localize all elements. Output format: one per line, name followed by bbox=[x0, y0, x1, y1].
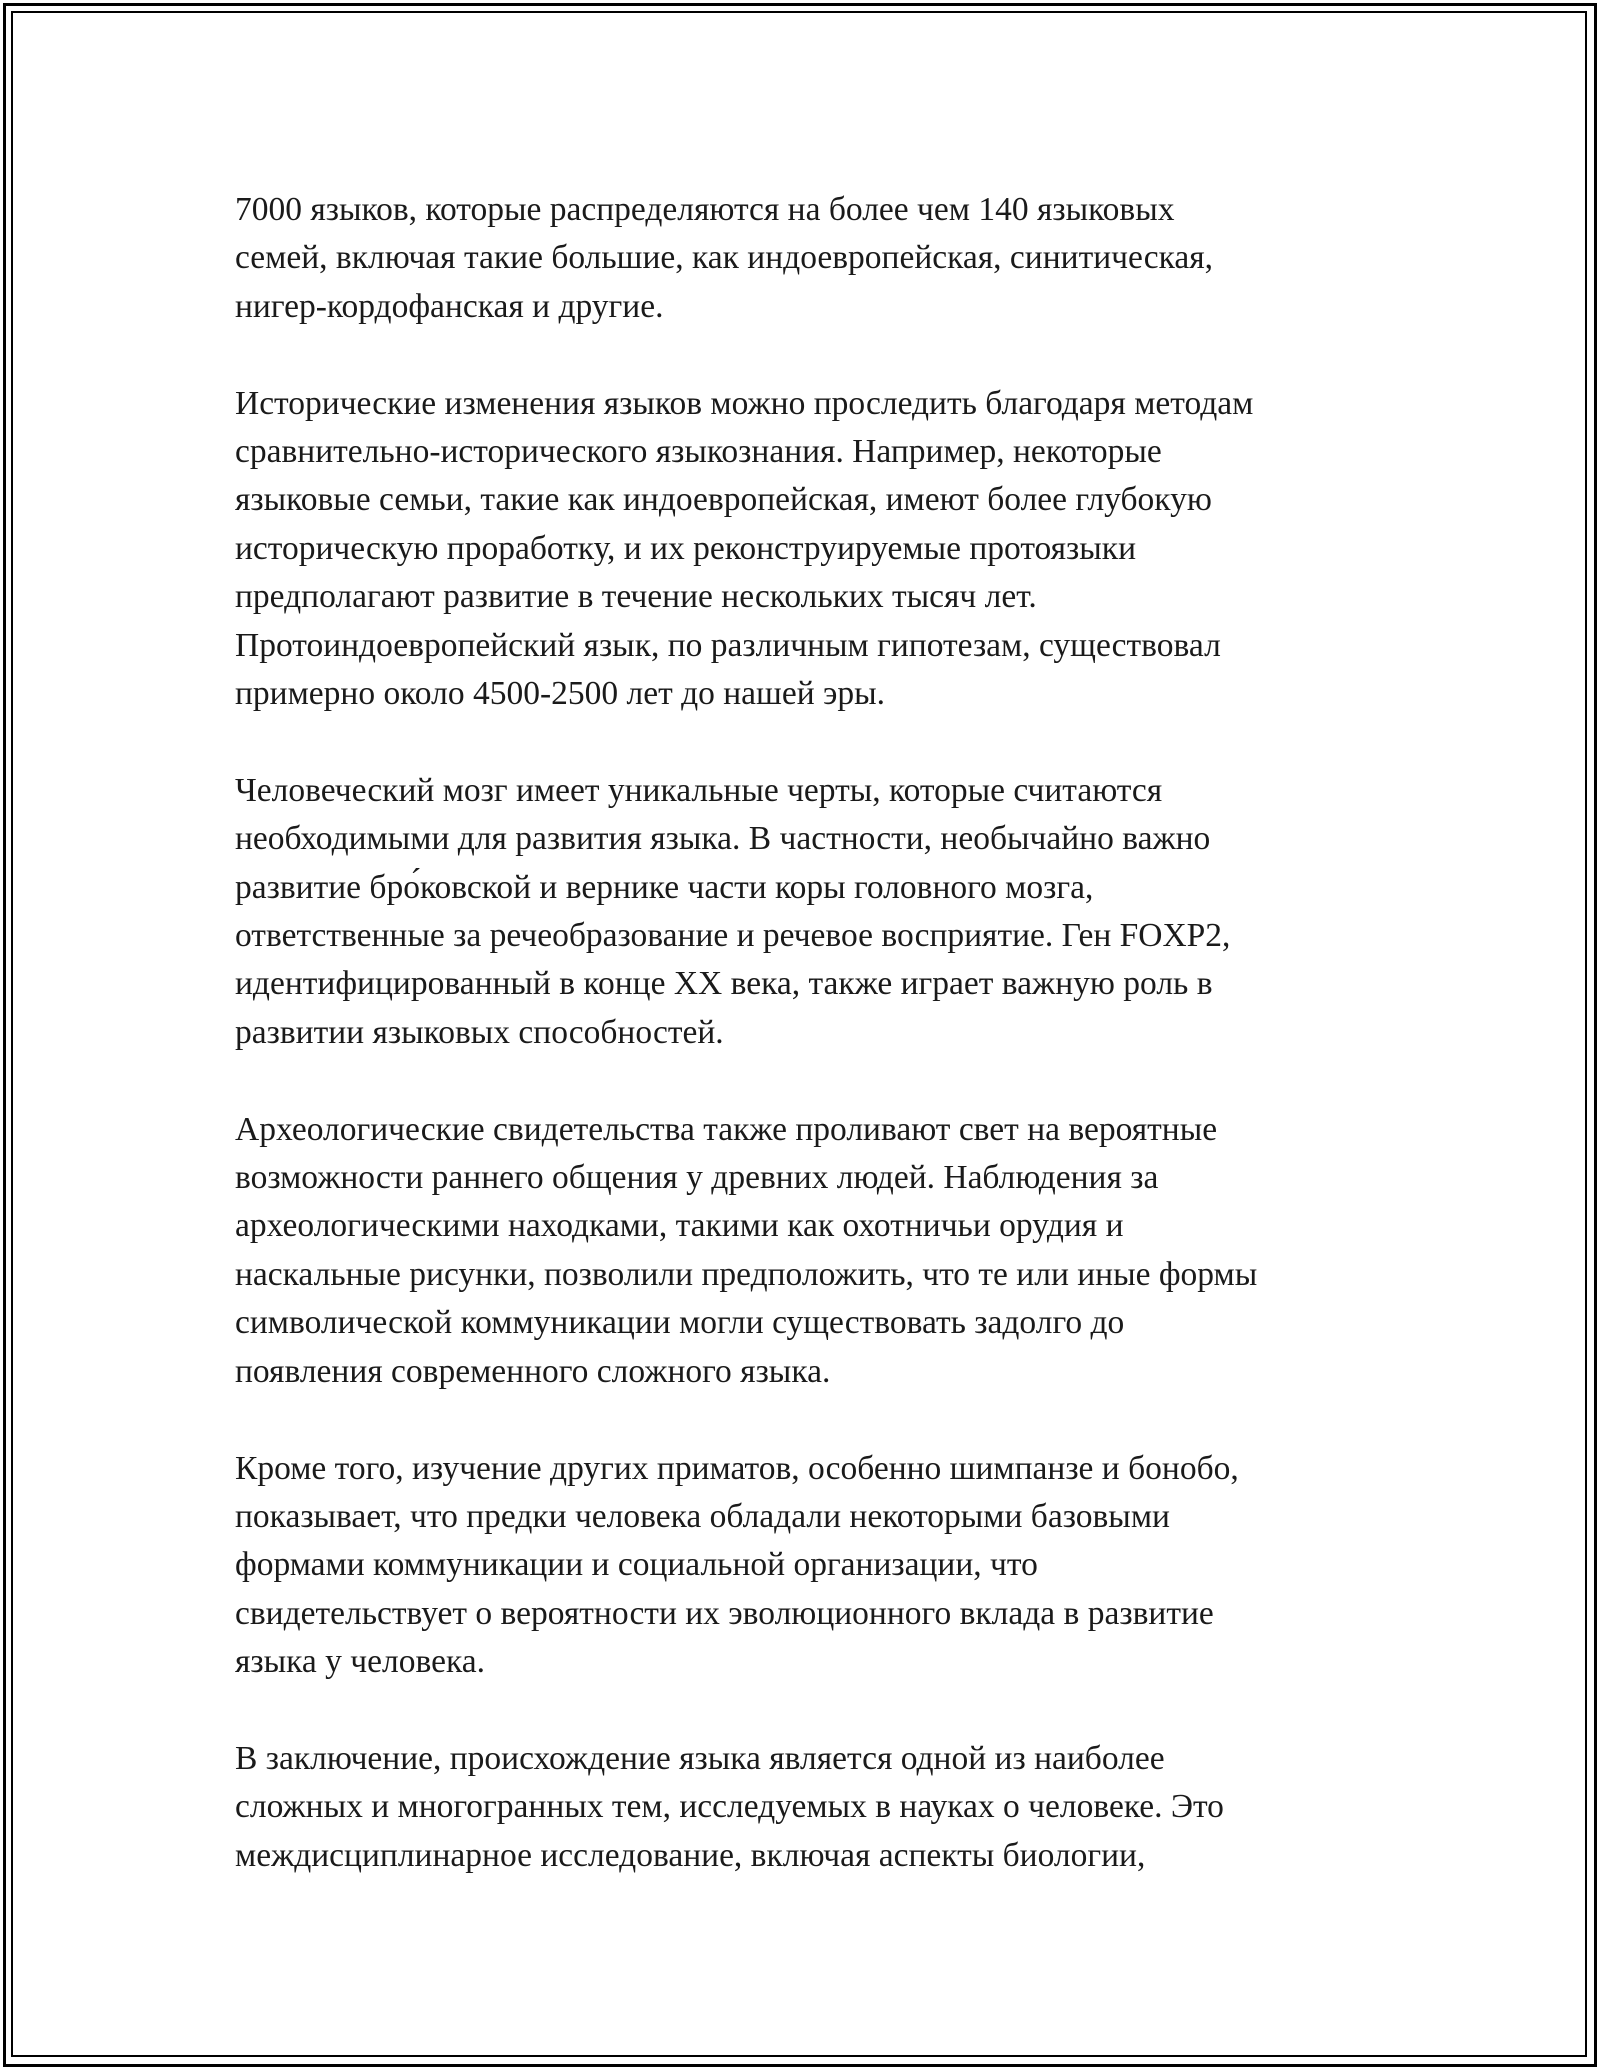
document-body bbox=[235, 186, 1385, 1880]
paragraph-language-families: 7000 языков, которые распределяются на более чем 140 языковых семей, включая такие большие, как индоевропейская, синитическая, нигер-кордофанская и другие. bbox=[235, 191, 1213, 325]
paragraph-historical-changes: Исторические изменения языков можно проследить благодаря методам сравнительно-исторического языкознания. Например, некоторые языковые семьи, такие как индоевропейская, имеют более глубокую историческую проработку, и их реконструируемые протоязыки предполагают развитие в течение нескольких тысяч лет. Протоиндоевропейский язык, по различным гипотезам, существовал примерно около 4500-2500 лет до нашей эры. bbox=[235, 384, 1254, 713]
paragraph-human-brain: Человеческий мозг имеет уникальные черты, которые считаются необходимыми для развития языка. В частности, необычайно важно развитие бро́ковской и вернике части коры головного мозга, ответственные за речеобразование и речевое восприятие. Ген FOXP2, идентифицированный в конце XX века, также играет важную роль в развитии языковых способностей. bbox=[235, 771, 1231, 1051]
paragraph-archaeological-evidence: Археологические свидетельства также проливают свет на вероятные возможности раннего общения у древних людей. Наблюдения за археологическими находками, такими как охотничьи орудия и наскальные рисунки, позволили предположить, что те или иные формы символической коммуникации могли существовать задолго до появления современного сложного языка. bbox=[235, 1110, 1258, 1390]
paragraph-conclusion: В заключение, происхождение языка является одной из наиболее сложных и многогранных тем, исследуемых в науках о человеке. Это междисциплинарное исследование, включая аспекты биологии, bbox=[235, 1739, 1224, 1874]
paragraph-primates: Кроме того, изучение других приматов, особенно шимпанзе и бонобо, показывает, что предки человека обладали некоторыми базовыми формами коммуникации и социальной организации, что свидетельствует о вероятности их эволюционного вклада в развитие языка у человека. bbox=[235, 1449, 1239, 1681]
